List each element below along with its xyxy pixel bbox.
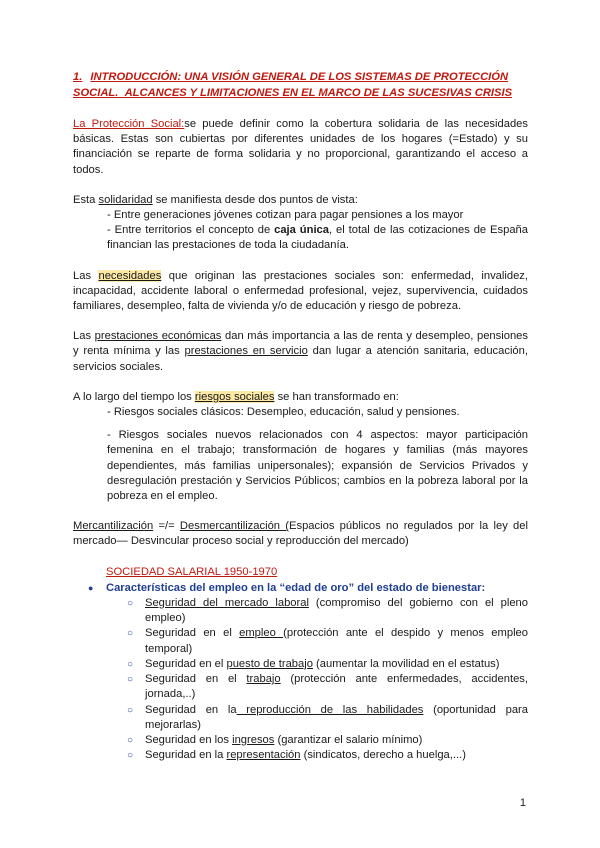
term-caja-unica: caja única [274, 224, 329, 237]
section-heading [73, 70, 528, 101]
sub-bullet-list [73, 596, 528, 763]
sub-bullet-item [73, 703, 528, 733]
paragraph-proteccion-social [73, 117, 528, 178]
circle-bullet-icon: ○ [127, 628, 134, 640]
text: que originan las prestaciones sociales son: enfermedad, invalidez, incapacidad, accidente laboral o enfermedad profesional, vejez, supervivencia, cuidados familiares, desempleo, falta de vivienda y/o de educación y riesgo de pobreza. [73, 269, 529, 313]
text: (protección ante enfermedades, accidentes, jornada,..) [145, 673, 528, 701]
paragraph-solidaridad [73, 193, 528, 254]
bullet-text: Características del empleo en la “edad de oro” del estado de bienestar: [106, 581, 486, 594]
text: Seguridad en la [145, 703, 237, 716]
circle-bullet-icon: ○ [127, 598, 134, 610]
circle-bullet-icon: ○ [127, 704, 134, 716]
text: (sindicatos, derecho a huelga,...) [300, 749, 466, 762]
heading-part1: INTRODUCCIÓN: UNA VISIÓN GENERAL DE LOS SISTEMAS DE PROTECCIÓN SOCIAL. [73, 71, 509, 99]
text: =/= [153, 520, 180, 533]
text: se manifiesta desde dos puntos de vista: [152, 193, 358, 206]
sub-bullet-item [73, 596, 528, 626]
text: (protección ante el despido y menos empleo temporal) [145, 627, 529, 655]
paragraph-riesgos [73, 390, 528, 504]
sub-bullet-item [73, 626, 528, 656]
circle-bullet-icon: ○ [127, 750, 134, 762]
text: Seguridad en el [145, 627, 240, 640]
circle-bullet-icon: ○ [127, 734, 134, 746]
circle-bullet-icon: ○ [127, 674, 134, 686]
text: Las [73, 330, 95, 343]
text: (compromiso del gobierno con el pleno empleo) [145, 597, 528, 625]
paragraph-necesidades [73, 269, 528, 315]
heading-part2: ALCANCES Y LIMITACIONES EN EL MARCO DE LAS SUCESIVAS CRISIS [124, 86, 513, 99]
list-item [73, 223, 528, 253]
text: Espacios públicos no regulados por la ley del mercado— Desvincular proceso social y reproducción del mercado) [73, 520, 528, 548]
text: - Entre territorios el concepto de [107, 224, 275, 237]
document-content [73, 70, 528, 763]
term: ingresos [232, 733, 275, 746]
term: representación [226, 749, 301, 762]
text: Seguridad en la [145, 749, 227, 762]
term-riesgos-sociales: riesgos sociales [194, 390, 275, 403]
text: Las [73, 269, 99, 282]
text: ( [280, 520, 290, 533]
text: se han transformado en: [274, 390, 399, 403]
heading-number: 1. [73, 71, 83, 83]
text: Seguridad en los [145, 733, 233, 746]
text: Seguridad en el [145, 673, 247, 686]
section-title: SOCIEDAD SALARIAL 1950-1970 [106, 565, 278, 578]
term: trabajo [246, 673, 281, 686]
term-prestaciones-economicas: prestaciones económicas [94, 330, 222, 343]
sub-bullet-item [73, 672, 528, 702]
page-number: 1 [519, 797, 526, 809]
text: A lo largo del tiempo los [73, 390, 195, 403]
bullet-dot-icon: ● [88, 582, 94, 593]
text: Esta [73, 193, 99, 206]
paragraph-mercantilizacion [73, 519, 528, 549]
term-necesidades: necesidades [98, 269, 162, 282]
paragraph-prestaciones [73, 329, 528, 375]
circle-bullet-icon: ○ [127, 658, 134, 670]
term: reproducción de las habilidades [236, 703, 424, 716]
list-item: - Riesgos sociales nuevos relacionados con 4 aspectos: mayor participación femenina en el trabajo; transformación de hogares y familias (más mayores dependientes, más familias unipersonales); expansión de Servicios Privados y desregulación prestación y Servicios Públicos; cambios en la pobreza laboral por la pobreza en el empleo. [107, 429, 528, 503]
sub-bullet-item [73, 657, 528, 672]
text: (garantizar el salario mínimo) [274, 733, 423, 746]
term: empleo [239, 627, 284, 640]
text: , el total de las cotizaciones de España financian las prestaciones de toda la ciudadanía. [107, 224, 529, 252]
term-mercantilizacion: Mercantilización [73, 520, 154, 533]
text: Seguridad en el [145, 657, 227, 670]
text: (aumentar la movilidad en el estatus) [312, 657, 500, 670]
term: Seguridad del mercado laboral [145, 597, 309, 610]
term-solidaridad: solidaridad [98, 193, 153, 206]
text: (oportunidad para mejorarlas) [145, 703, 528, 731]
bullet-item [73, 581, 528, 596]
list-item: - Riesgos sociales clásicos: Desempleo, educación, salud y pensiones. [107, 406, 460, 419]
term-proteccion-social: La Protección Social: [73, 118, 185, 130]
sub-bullet-item [73, 748, 528, 763]
term-desmercantilizacion: Desmercantilización [179, 520, 281, 533]
term: puesto de trabajo [226, 657, 313, 670]
list-item: - Entre generaciones jóvenes cotizan para pagar pensiones a los mayor [107, 209, 464, 222]
paragraph-text: se puede definir como la cobertura solidaria de las necesidades básicas. Estas son cubiertas por diferentes unidades de los hogares (=Estado) y su financiación se reparte de forma solidaria y no proporcional, garantizando el acceso a todos. [73, 118, 528, 176]
sub-bullet-item [73, 733, 528, 748]
text: dan lugar a atención sanitaria, educación, servicios sociales. [73, 345, 528, 373]
text: dan más importancia a las de renta y desempleo, pensiones y renta mínima y las [73, 330, 528, 358]
term-prestaciones-servicio: prestaciones en servicio [184, 345, 308, 358]
